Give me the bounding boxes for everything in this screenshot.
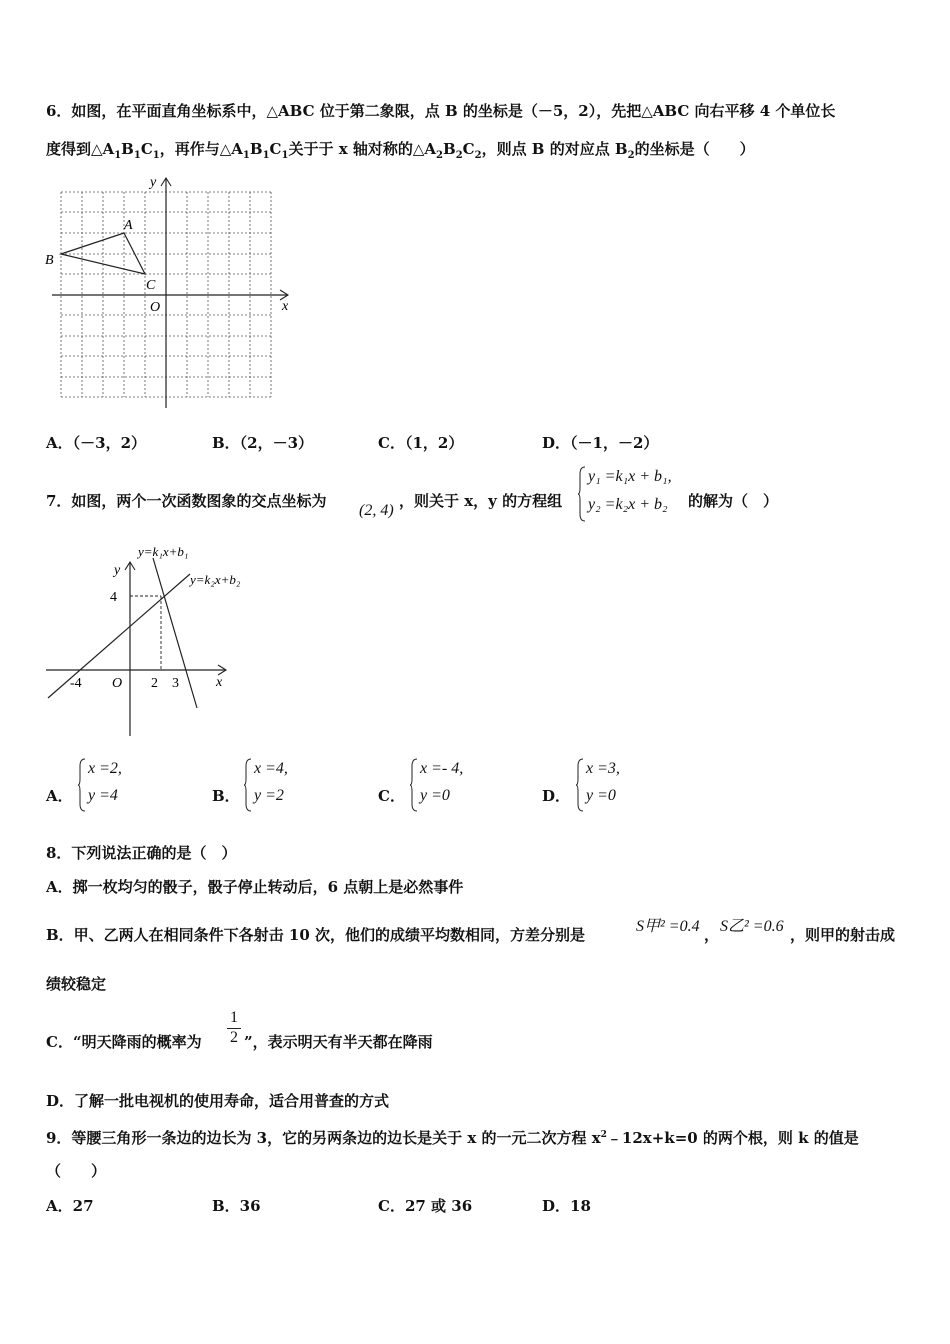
- q6-label-c: C: [146, 278, 156, 293]
- q7-stem: 7．如图，两个一次函数图象的交点坐标为: [46, 492, 327, 510]
- q6-label-o: O: [150, 300, 161, 315]
- q9-line1: 9．等腰三角形一条边的边长为 3，它的另两条边的边长是关于 x 的一元二次方程 $x^2﹣12x+k=0$ 的两个根，则 k 的值是: [46, 1129, 859, 1147]
- q7-label-line1: y=k₁x+b₁: [138, 544, 189, 559]
- q9-line2: （ ）: [46, 1162, 107, 1180]
- q7-option-d-system[interactable]: [576, 758, 656, 812]
- q7-tick-4y: 4: [110, 590, 117, 605]
- q9-option-d[interactable]: D．18: [542, 1197, 591, 1215]
- q7-option-d-letter[interactable]: D．: [542, 787, 571, 805]
- q7-option-a-system[interactable]: [78, 758, 158, 812]
- q6-label-b: B: [45, 253, 54, 268]
- q7-label-y: y: [114, 563, 121, 578]
- q6-label-a: A: [124, 218, 133, 233]
- q6-line1: 6．如图，在平面直角坐标系中，△ABC 位于第二象限，点 B 的坐标是（－5，2），先把△ABC 向右平移 4 个单位长: [46, 102, 836, 120]
- q7-label-x: x: [216, 675, 223, 690]
- q7-stem-c: 的解为（ ）: [688, 492, 779, 510]
- q7-stem-b: ，则关于 x，y 的方程组: [399, 492, 563, 510]
- q7-option-d-row1: x =3,: [586, 760, 620, 777]
- q6-label-y: y: [150, 175, 157, 190]
- q6-line2: 度得到$\triangle A_1B_1C_1$，再作与$\triangle A_1B_1C_1$关于于 x 轴对称的$\triangle A_2B_2C_2$，则点 B 的对应点 $B_2$的坐标是（ ）: [46, 140, 755, 161]
- q7-option-c-row2: y =0: [420, 787, 450, 804]
- q7-eq2: y₂ =k₂x + b₂: [588, 496, 668, 513]
- q8-option-c-part1[interactable]: C．“明天降雨的概率为: [46, 1033, 202, 1051]
- q9-option-b[interactable]: B．36: [212, 1197, 261, 1215]
- q6-coordinate-grid-figure: [44, 172, 294, 412]
- q7-option-c-system[interactable]: [410, 758, 500, 812]
- q8-fraction-denominator: 2: [227, 1028, 241, 1047]
- q7-option-a-letter[interactable]: A．: [46, 787, 73, 805]
- q7-option-d-row2: y =0: [586, 787, 616, 804]
- q8-fraction-numerator: 1: [230, 1009, 238, 1026]
- q8-option-c-part2: ”，表示明天有半天都在降雨: [244, 1033, 433, 1051]
- q7-option-b-letter[interactable]: B．: [212, 787, 240, 805]
- q7-option-c-row1: x =- 4,: [420, 760, 464, 777]
- q7-option-a-row2: y =4: [88, 787, 118, 804]
- q8-fraction-half: [227, 1009, 241, 1047]
- q6-option-d[interactable]: D．（－1，－2）: [542, 434, 659, 452]
- q8-separator: ，: [704, 926, 720, 944]
- q7-eq1: y₁ =k₁x + b₁,: [588, 468, 672, 485]
- q8-variance-jia: S甲² =0.4: [636, 918, 700, 935]
- q6-option-a[interactable]: A．（－3，2）: [46, 434, 147, 452]
- q7-tick-3: 3: [172, 676, 179, 691]
- q7-tick-2: 2: [151, 676, 158, 691]
- q6-label-x: x: [282, 299, 289, 314]
- q7-label-line2: y=k₂x+b₂: [190, 572, 241, 587]
- q9-option-c[interactable]: C．27 或 36: [378, 1197, 473, 1215]
- q8-option-d[interactable]: D．了解一批电视机的使用寿命，适合用普查的方式: [46, 1092, 390, 1110]
- q7-option-b-system[interactable]: [244, 758, 324, 812]
- q8-variance-yi: S乙² =0.6: [720, 918, 784, 935]
- q8-option-a[interactable]: A．掷一枚均匀的骰子，骰子停止转动后，6 点朝上是必然事件: [46, 878, 464, 896]
- q9-option-a[interactable]: A．27: [46, 1197, 94, 1215]
- q8-option-b-part2: ，则甲的射击成: [790, 926, 896, 944]
- q7-option-c-letter[interactable]: C．: [378, 787, 405, 805]
- q7-label-o: O: [112, 676, 123, 691]
- q7-option-a-row1: x =2,: [88, 760, 122, 777]
- q7-option-b-row1: x =4,: [254, 760, 288, 777]
- q7-linear-functions-figure: [40, 540, 280, 740]
- q8-stem: 8．下列说法正确的是（ ）: [46, 844, 237, 862]
- q7-option-b-row2: y =2: [254, 787, 284, 804]
- q6-option-b[interactable]: B．（2，－3）: [212, 434, 314, 452]
- q8-option-b-part1[interactable]: B．甲、乙两人在相同条件下各射击 10 次，他们的成绩平均数相同，方差分别是: [46, 926, 586, 944]
- q8-option-b-part3: 绩较稳定: [46, 975, 107, 993]
- q7-equation-system: [578, 466, 688, 522]
- q6-option-c[interactable]: C．（1，2）: [378, 434, 464, 452]
- q7-tick-neg4: -4: [70, 676, 82, 691]
- q7-point: (2, 4): [359, 502, 394, 519]
